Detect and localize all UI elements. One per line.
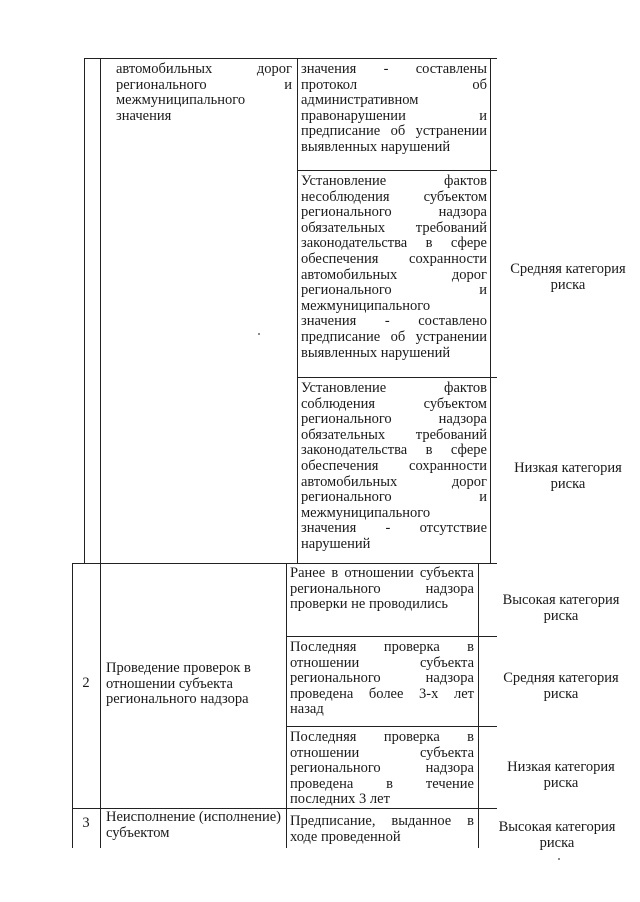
fact-cell: Предписание, выданное в ходе проведенной <box>290 813 474 845</box>
risk-category: Высокая категория риска <box>502 592 620 624</box>
fact-cell: значения - составлены протокол об административном правонарушении и предписание об устранении выявленных нарушений <box>301 61 487 155</box>
risk-category: Низкая категория риска <box>514 460 622 492</box>
table-row <box>84 58 100 563</box>
row-border <box>72 563 497 564</box>
fact-cell: Установление фактов соблюдения субъектом регионального надзора обязательных требований законодательства в сфере обеспечения сохранности автомобильных дорог регионального и межмуниципального значения - отсутствие нарушений <box>301 380 487 552</box>
scan-speck <box>258 333 260 335</box>
row-border <box>286 636 497 637</box>
column-border <box>100 58 101 848</box>
criterion-cell: автомобильных дорог регионального и межмуниципального значения <box>116 61 292 124</box>
row-number: 3 <box>82 815 90 831</box>
scan-speck <box>558 858 560 860</box>
column-border <box>478 563 479 848</box>
fact-cell: Последняя проверка в отношении субъекта регионального надзора проведена более 3-х лет назад <box>290 639 474 718</box>
risk-category: Высокая категория риска <box>498 819 616 851</box>
fact-cell: Ранее в отношении субъекта регионального надзора проверки не проводились <box>290 565 474 613</box>
column-border <box>72 563 73 848</box>
column-border <box>490 58 491 563</box>
column-border <box>286 563 287 848</box>
column-border <box>297 58 298 563</box>
row-border <box>84 58 497 59</box>
fact-cell: Установление фактов несоблюдения субъектом регионального надзора обязательных требований законодательства в сфере обеспечения сохранности автомобильных дорог регионального и межмуниципального значения - составлено предписание об устранении выявленных нарушений <box>301 173 487 361</box>
risk-category: Низкая категория риска <box>507 759 615 791</box>
row-number: 2 <box>82 675 90 691</box>
fact-cell: Последняя проверка в отношении субъекта регионального надзора проведена в течение последних 3 лет <box>290 729 474 808</box>
risk-category: Средняя категория риска <box>510 261 626 293</box>
risk-category: Средняя категория риска <box>503 670 619 702</box>
row-border <box>297 170 497 171</box>
criterion-cell: Проведение проверок в отношении субъекта регионального надзора <box>106 660 251 708</box>
criterion-cell: Неисполнение (исполнение) субъектом <box>106 809 281 841</box>
row-border <box>286 726 497 727</box>
row-border <box>297 377 497 378</box>
